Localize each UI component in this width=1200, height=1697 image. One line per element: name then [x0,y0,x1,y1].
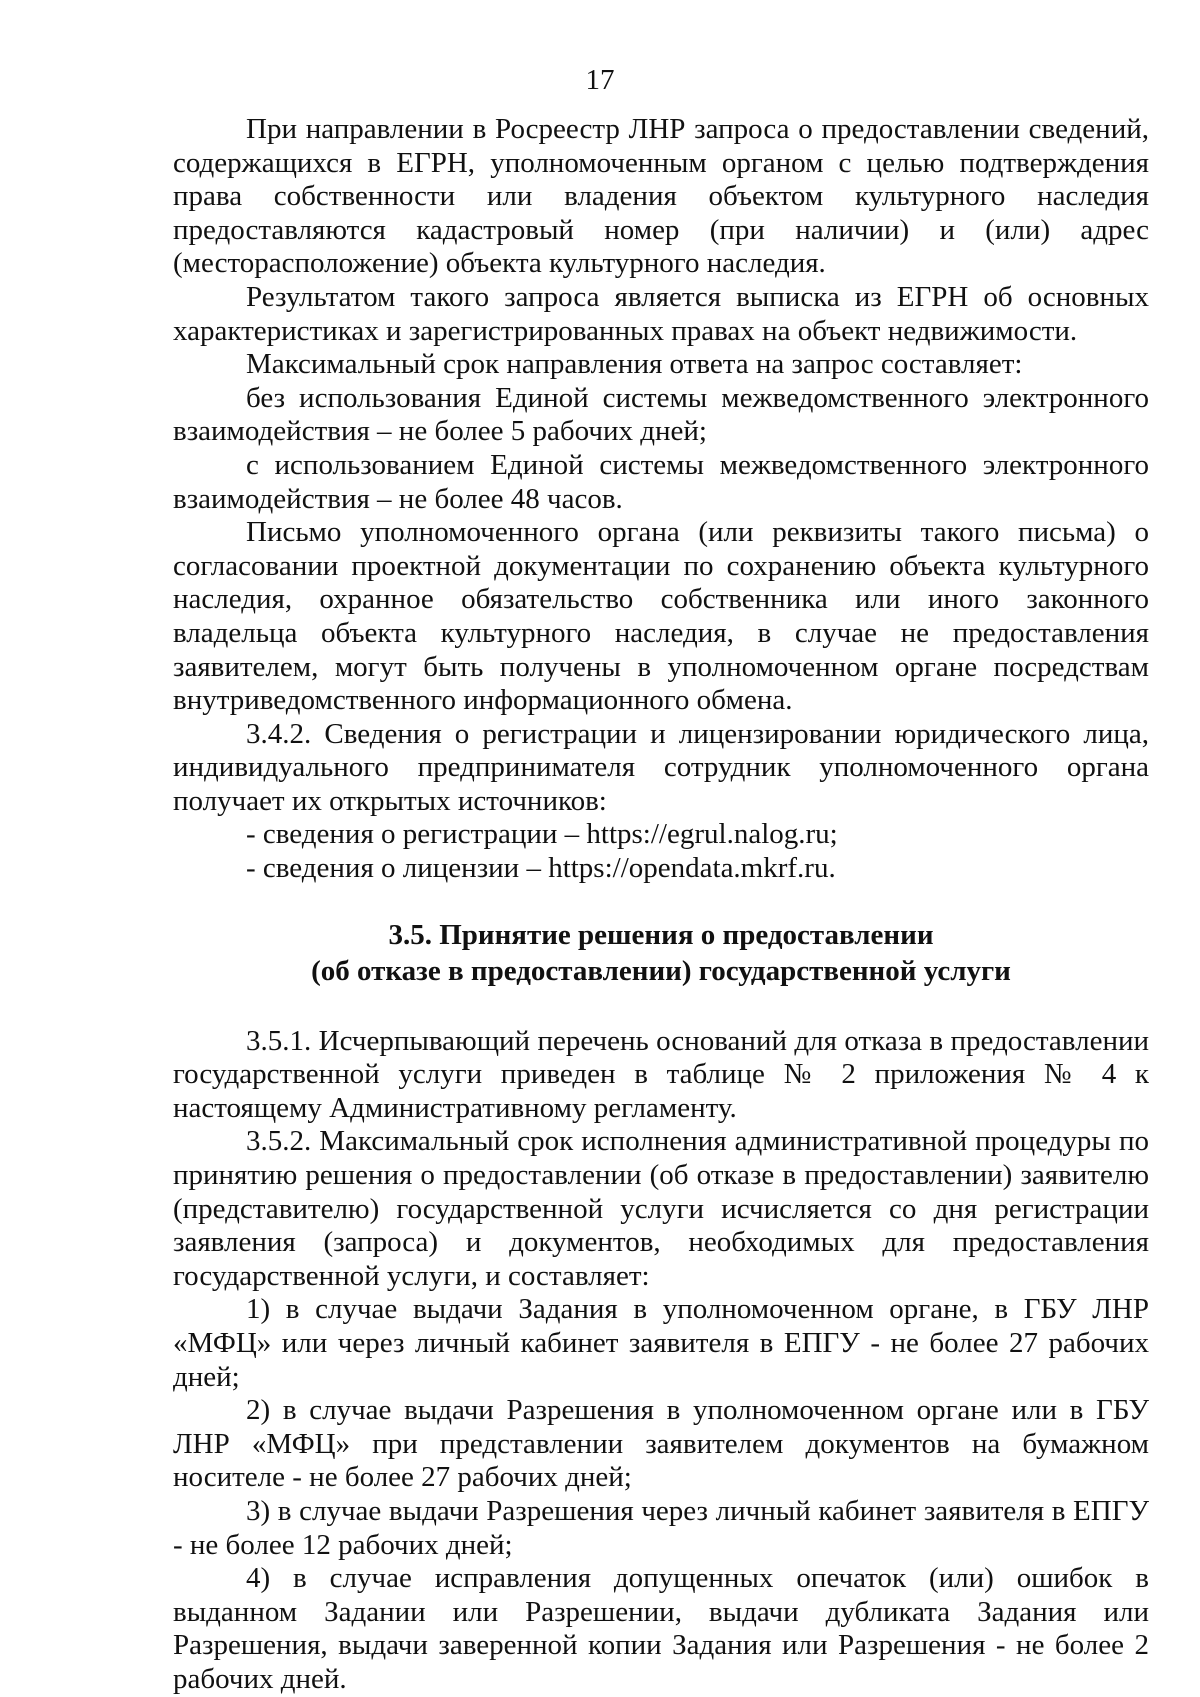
paragraph-authority-letter: Письмо уполномоченного органа (или реквизиты такого письма) о согласовании проектной документации по сохранению объекта культурного наследия, охранное обязательство собственника или иного законного владельца объекта культурного наследия, в случае не предоставления заявителем, могут быть получены в уполномоченном органе посредствам внутриведомственного информационного обмена. [173,516,1149,717]
paragraph-max-response-time: Максимальный срок направления ответа на запрос составляет: [246,348,1023,381]
section-heading-3-5 [173,917,1149,989]
paragraph-request-result: Результатом такого запроса является выписка из ЕГРН об основных характеристиках и зарегистрированных правах на объект недвижимости. [173,280,1149,347]
list-item-1: 1) в случае выдачи Задания в уполномоченном органе, в ГБУ ЛНР «МФЦ» или через личный кабинет заявителя в ЕПГУ - не более 27 рабочих дней; [173,1293,1149,1393]
paragraph-3-5-1: 3.5.1. Исчерпывающий перечень оснований для отказа в предоставлении государственной услуги приведен в таблице № 2 приложения № 4 к настоящему Административному регламенту. [173,1024,1149,1124]
paragraph-license-source: - сведения о лицензии – https://opendata.mkrf.ru. [246,852,836,885]
section-heading-line-2: (об отказе в предоставлении) государственной услуги [311,954,1011,987]
page-number: 17 [585,64,615,96]
section-heading-line-1: 3.5. Принятие решения о предоставлении [388,918,934,951]
paragraph-registration-source: - сведения о регистрации – https://egrul.nalog.ru; [246,818,838,851]
paragraph-without-smev: без использования Единой системы межведомственного электронного взаимодействия – не более 5 рабочих дней; [173,381,1149,448]
list-item-3: 3) в случае выдачи Разрешения через личный кабинет заявителя в ЕПГУ - не более 12 рабочих дней; [173,1494,1149,1561]
list-item-2: 2) в случае выдачи Разрешения в уполномоченном органе или в ГБУ ЛНР «МФЦ» при представлении заявителем документов на бумажном носителе - не более 27 рабочих дней; [173,1394,1149,1494]
document-body [173,113,1149,1697]
paragraph-with-smev: с использованием Единой системы межведомственного электронного взаимодействия – не более 48 часов. [173,448,1149,515]
paragraph-3-4-2: 3.4.2. Сведения о регистрации и лицензировании юридического лица, индивидуального предпринимателя сотрудник уполномоченного органа получает их открытых источников: [173,717,1149,817]
list-item-4: 4) в случае исправления допущенных опечаток (или) ошибок в выданном Задании или Разрешении, выдачи дубликата Задания или Разрешения, выдачи заверенной копии Задания или Разрешения - не более 2 рабочих дней. [173,1562,1149,1695]
paragraph-rosreestr-request: При направлении в Росреестр ЛНР запроса о предоставлении сведений, содержащихся в ЕГРН, уполномоченным органом с целью подтверждения права собственности или владения объектом культурного наследия предоставляются кадастровый номер (при наличии) и (или) адрес (месторасположение) объекта культурного наследия. [173,113,1149,280]
paragraph-3-5-2: 3.5.2. Максимальный срок исполнения административной процедуры по принятию решения о предоставлении (об отказе в предоставлении) заявителю (представителю) государственной услуги исчисляется со дня регистрации заявления (запроса) и документов, необходимых для предоставления государственной услуги, и составляет: [173,1125,1149,1292]
